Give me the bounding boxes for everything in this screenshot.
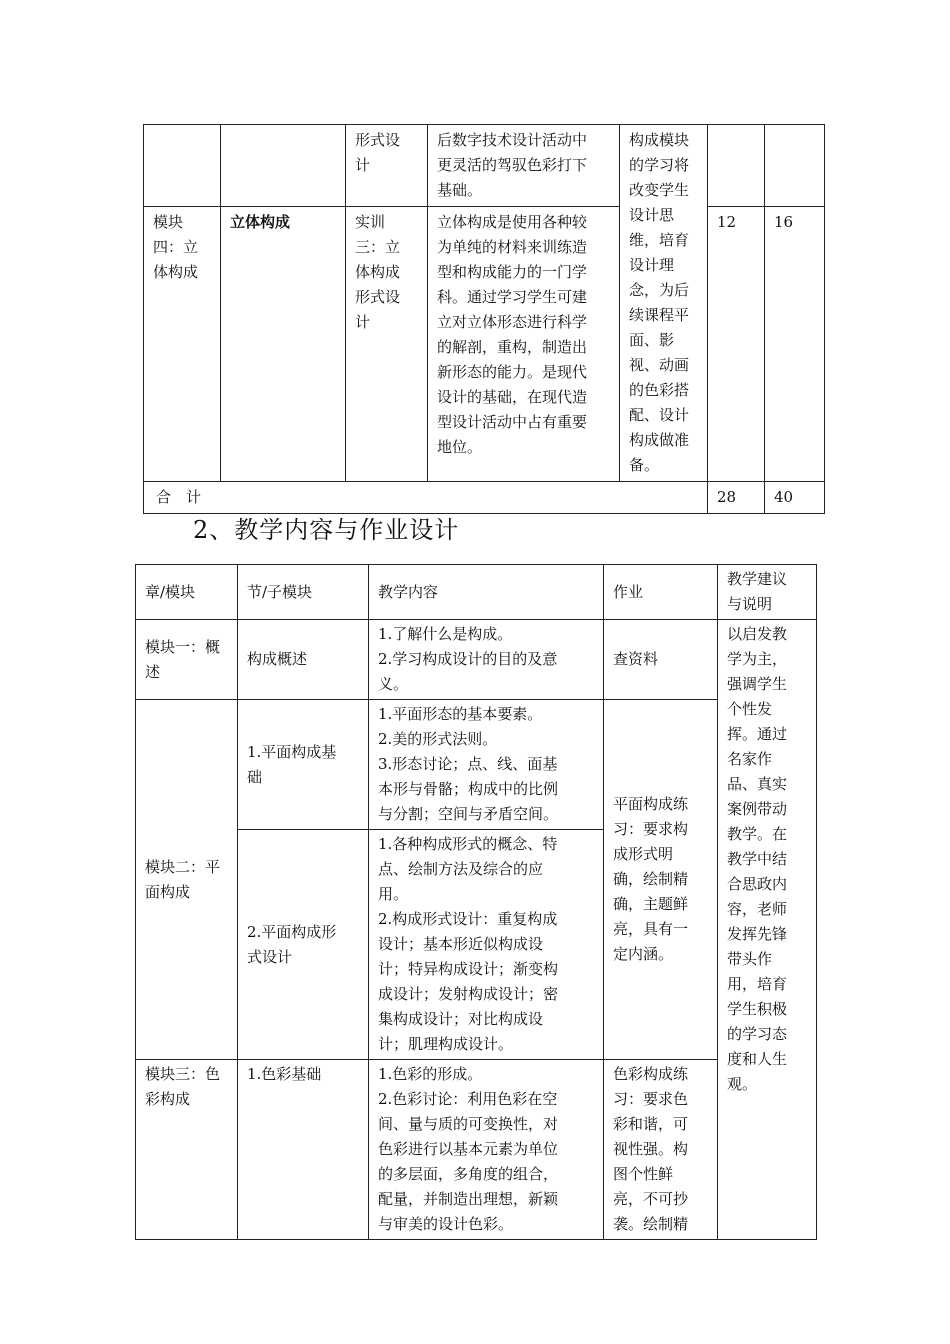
header-content: 教学内容	[369, 565, 604, 620]
homework-cell: 查资料	[604, 620, 718, 700]
homework-cell: 平面构成练 习：要求构 成形式明 确，绘制精 确，主题鲜 亮，具有一 定内涵。	[604, 700, 718, 1060]
section-cell: 1.平面构成基 础	[238, 700, 369, 830]
section-cell: 构成概述	[238, 620, 369, 700]
total-row	[144, 482, 825, 514]
teaching-content-table	[135, 564, 817, 1240]
course-module-table	[143, 124, 825, 514]
table-row	[136, 1060, 817, 1240]
content-cell: 1.色彩的形成。 2.色彩讨论：利用色彩在空 间、量与质的可变换性，对 色彩进行以基本元素为单位 的多层面，多角度的组合， 配量，并制造出理想，新颖 与审美的设计色彩。	[369, 1060, 604, 1240]
section-cell: 2.平面构成形 式设计	[238, 830, 369, 1060]
table-row	[136, 700, 817, 830]
section-heading: 2、教学内容与作业设计	[193, 516, 460, 544]
table-cell	[144, 125, 221, 207]
table-cell	[765, 125, 825, 207]
header-homework: 作业	[604, 565, 718, 620]
header-row	[136, 565, 817, 620]
content-cell: 立体构成是使用各种较 为单纯的材料来训练造 型和构成能力的一门学 科。通过学习学生可建 立对立体形态进行科学 的解剖，重构，制造出 新形态的能力。是现代 设计的基础，在现代造 型设计活动中占有重要 地位。	[428, 207, 620, 482]
table-cell	[221, 125, 346, 207]
chapter-cell: 模块一：概 述	[136, 620, 238, 700]
table-row	[136, 620, 817, 700]
hours-cell: 12	[708, 207, 765, 482]
content-cell: 1.各种构成形式的概念、特 点、绘制方法及综合的应 用。 2.构成形式设计：重复构成 设计；基本形近似构成设 计；特异构成设计；渐变构 成设计；发射构成设计；密 集构成设计；对比构成设 计；肌理构成设计。	[369, 830, 604, 1060]
practice-name-cell: 实训 三：立 体构成 形式设 计	[346, 207, 428, 482]
suggestion-cell: 以启发教 学为主， 强调学生 个性发 挥。通过 名家作 品、真实 案例带动 教学。在 教学中结 合思政内 容，老师 发挥先锋 带头作 用，培育 学生积极 的学习态 度和人生 观。	[718, 620, 817, 1240]
section-cell: 1.色彩基础	[238, 1060, 369, 1240]
table-row	[144, 207, 825, 482]
practice-name-cell: 形式设 计	[346, 125, 428, 207]
total-hours-cell: 40	[765, 482, 825, 514]
header-section: 节/子模块	[238, 565, 369, 620]
content-cell: 1.平面形态的基本要素。 2.美的形式法则。 3.形态讨论；点、线、面基 本形与骨骼；构成中的比例 与分割；空间与矛盾空间。	[369, 700, 604, 830]
module-name-cell: 模块 四：立 体构成	[144, 207, 221, 482]
homework-cell: 色彩构成练 习：要求色 彩和谐，可 视性强。构 图个性鲜 亮，不可抄 袭。绘制精	[604, 1060, 718, 1240]
hours-cell: 16	[765, 207, 825, 482]
goal-cell: 构成模块 的学习将 改变学生 设计思 维，培育 设计理 念，为后 续课程平 面、影 视、动画 的色彩搭 配、设计 构成做准 备。	[620, 125, 708, 482]
header-suggestion: 教学建议 与说明	[718, 565, 817, 620]
table-cell	[708, 125, 765, 207]
header-chapter: 章/模块	[136, 565, 238, 620]
chapter-cell: 模块三：色 彩构成	[136, 1060, 238, 1240]
content-cell: 1.了解什么是构成。 2.学习构成设计的目的及意 义。	[369, 620, 604, 700]
content-cell: 后数字技术设计活动中 更灵活的驾驭色彩打下 基础。	[428, 125, 620, 207]
total-hours-cell: 28	[708, 482, 765, 514]
unit-name-cell: 立体构成	[221, 207, 346, 482]
table-row	[144, 125, 825, 207]
total-label: 合 计	[144, 482, 708, 514]
chapter-cell: 模块二：平 面构成	[136, 700, 238, 1060]
